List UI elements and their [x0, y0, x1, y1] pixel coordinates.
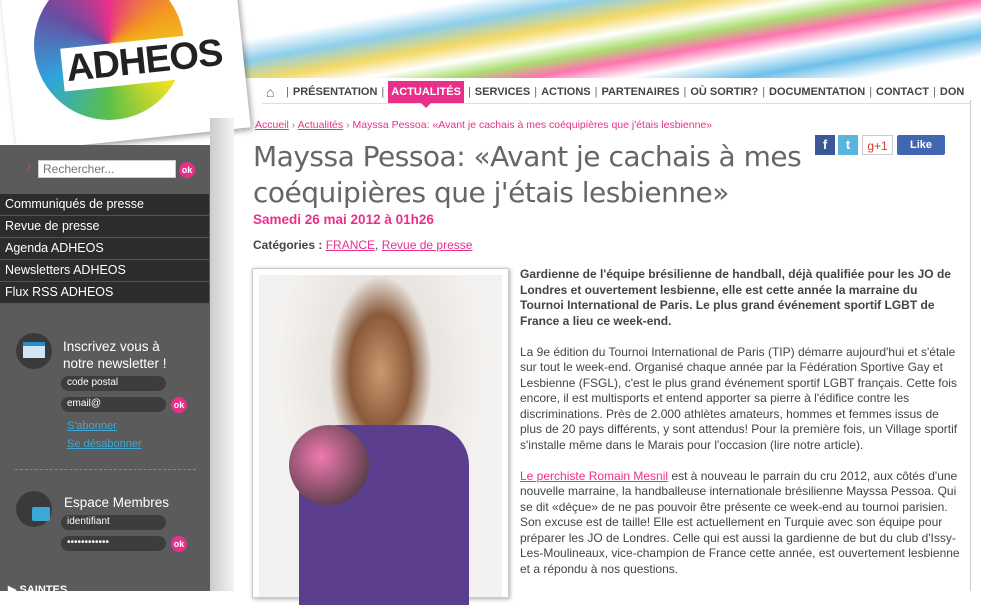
nav-partenaires[interactable]: PARTENAIRES [601, 85, 680, 98]
breadcrumb-section[interactable]: Actualités [297, 119, 344, 131]
username-input[interactable]: identifiant [61, 515, 166, 530]
search-ok-button[interactable]: ok [179, 162, 195, 178]
nav-actions[interactable]: ACTIONS [541, 85, 591, 98]
article-title: Mayssa Pessoa: «Avant je cachais à mes coéquipières que j'étais lesbienne» [253, 140, 802, 209]
newsletter-title: Inscrivez vous à notre newsletter ! [63, 339, 167, 371]
breadcrumb-home[interactable]: Accueil [255, 119, 289, 131]
nav-documentation[interactable]: DOCUMENTATION [769, 85, 866, 98]
login-ok-button[interactable]: ok [171, 536, 187, 552]
breadcrumb: Accueil › Actualités › Mayssa Pessoa: «Avant je cachais à mes coéquipières que j'étais lesbienne» [255, 119, 713, 131]
divider [15, 469, 196, 470]
sidebar-shadow [210, 118, 234, 591]
article-paragraph [520, 469, 960, 578]
lock-icon [16, 491, 52, 527]
sidebar-item-revue[interactable]: Revue de presse [0, 216, 209, 238]
sidebar-item-agenda[interactable]: Agenda ADHEOS [0, 238, 209, 260]
article-categories: Catégories : FRANCE, Revue de presse [253, 238, 473, 252]
sidebar-section-saintes[interactable] [8, 583, 67, 596]
main-nav: ⌂ | PRÉSENTATION | ACTUALITÉS | SERVICES | ACTIONS | PARTENAIRES | OÙ SORTIR? | DOCUMENTATION | CONTACT | DON [262, 80, 970, 104]
category-link[interactable]: FRANCE [325, 238, 376, 252]
article-body [520, 267, 960, 593]
nav-ou-sortir[interactable]: OÙ SORTIR? [690, 85, 759, 98]
nav-contact[interactable]: CONTACT [876, 85, 930, 98]
newsletter-ok-button[interactable]: ok [171, 397, 187, 413]
subscribe-link[interactable]: S'abonner [67, 420, 117, 432]
article-date: Samedi 26 mai 2012 à 01h26 [253, 212, 434, 227]
postal-code-input[interactable]: code postal [61, 376, 166, 391]
twitter-share-icon[interactable]: t [838, 135, 858, 155]
envelope-icon [16, 333, 52, 369]
header-banner [235, 0, 981, 78]
chevron-right-icon: › [27, 159, 32, 174]
nav-don[interactable]: DON [939, 85, 965, 98]
sidebar-menu [0, 194, 209, 304]
breadcrumb-current: Mayssa Pessoa: «Avant je cachais à mes coéquipières que j'étais lesbienne» [352, 119, 713, 131]
nav-presentation[interactable]: PRÉSENTATION [292, 85, 378, 98]
sidebar-item-newsletters[interactable]: Newsletters ADHEOS [0, 260, 209, 282]
section-label: SAINTES [19, 584, 68, 596]
article-paragraph: La 9e édition du Tournoi International de Paris (TIP) démarre aujourd'hui et s'étale sur tout le week-end. Organisé chaque année par la Fédération Sportive Gay et Lesbienne (FSGL), c'est le plus grand événement sportif LGBT français. Cette fois encore, il est multisports et entend apporter sa pierre à l'édifice contre les discriminations. Près de 2.000 athlètes amateurs, hommes et femmes issus de plus de 20 pays différents, y sont attendus! Pour la première fois, un Village sportif s'installe même dans le Marais pour l'occasion (lire notre article). [520, 344, 958, 452]
facebook-share-icon[interactable]: f [815, 135, 835, 155]
password-input[interactable]: •••••••••••• [61, 536, 166, 551]
category-link[interactable]: Revue de presse [381, 238, 473, 252]
paragraph-text: est à nouveau le parrain du cru 2012, aux côtés d'une nouvelle marraine, la handballeuse internationale brésilienne Mayssa Pessoa. Qui se dit «déçue» de ne pas pouvoir être présente ce week-end au tournoi parisien. Son excuse est de taille! Elle est actuellement en Turquie avec son équipe pour préparer les JO de Londres. Celle qui est aussi la gardienne de but du club d'Issy-Les-Moulineaux, vice-champion de France cette année, est ouvertement lesbienne et a répondu à nos questions. [520, 468, 960, 576]
triangle-right-icon: ▶ [8, 584, 20, 596]
logo[interactable]: ADHEOS [60, 32, 228, 92]
unsubscribe-link[interactable]: Se désabonner [67, 438, 142, 450]
home-icon[interactable]: ⌂ [266, 83, 275, 100]
search-input[interactable] [38, 160, 176, 178]
sidebar-item-rss[interactable]: Flux RSS ADHEOS [0, 282, 209, 304]
nav-services[interactable]: SERVICES [474, 85, 531, 98]
email-input[interactable]: email@ [61, 397, 166, 412]
article-photo [252, 268, 509, 598]
content-border [970, 100, 971, 591]
google-plus-button[interactable]: g+1 [862, 135, 893, 155]
facebook-like-button[interactable]: Like [897, 135, 945, 155]
romain-mesnil-link[interactable]: Le perchiste Romain Mesnil [520, 468, 669, 483]
nav-actualites[interactable]: ACTUALITÉS [388, 81, 464, 103]
categories-label: Catégories : [253, 238, 323, 252]
members-title: Espace Membres [64, 495, 170, 510]
sidebar-item-communiques[interactable]: Communiqués de presse [0, 194, 209, 216]
article-lead: Gardienne de l'équipe brésilienne de handball, déjà qualifiée pour les JO de Londres et ouvertement lesbienne, elle est cette année la marraine du Tournoi International de Paris. Le plus grand événement sportif LGBT de France a lieu ce week-end. [520, 267, 951, 328]
